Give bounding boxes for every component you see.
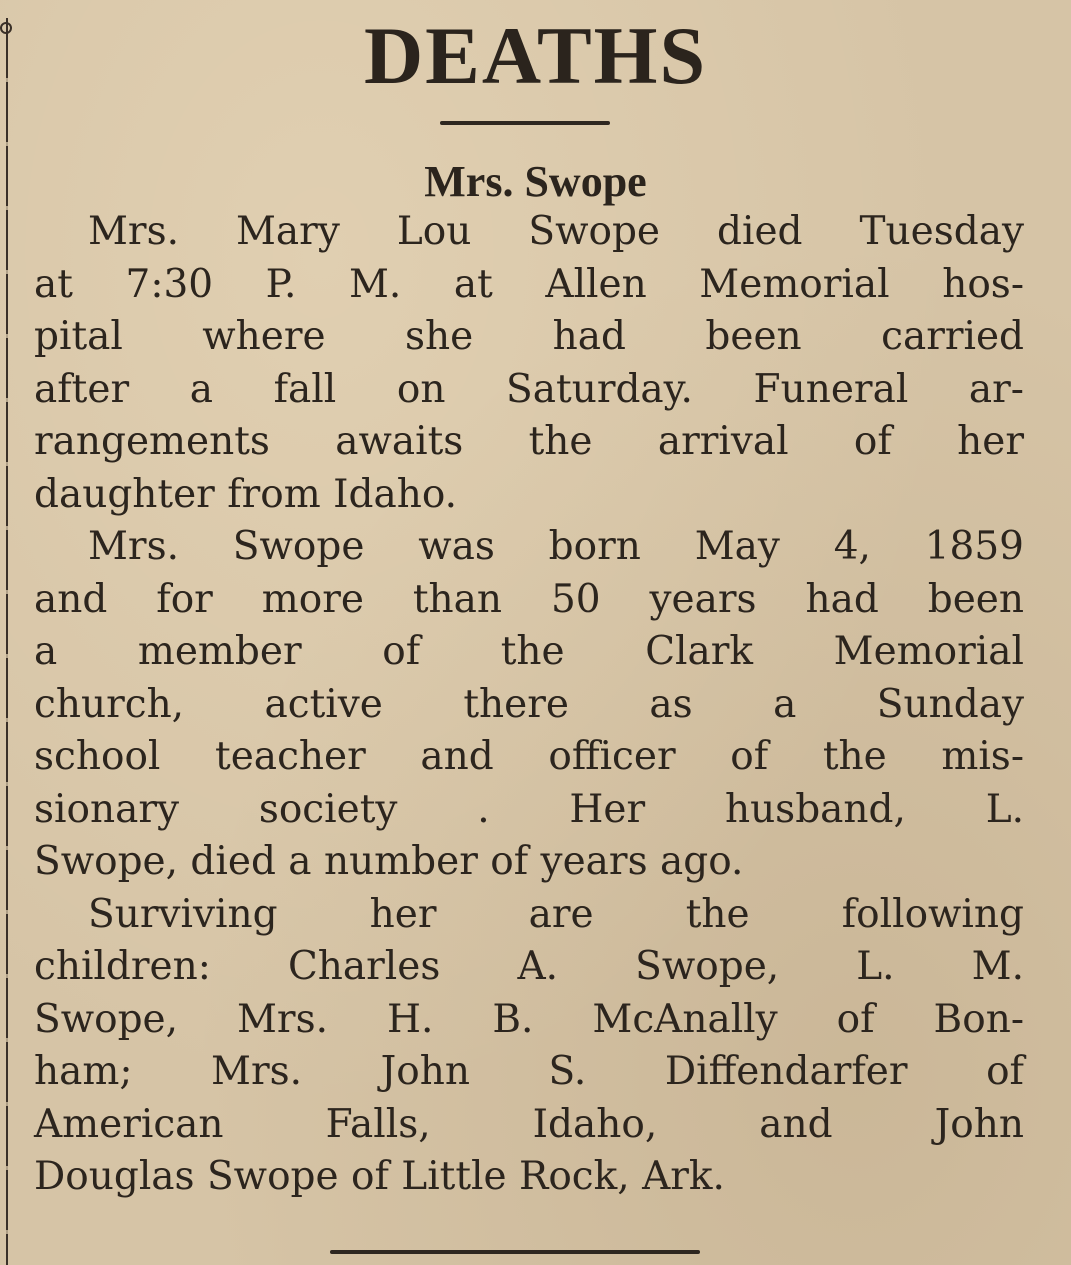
text-line: daughter from Idaho. <box>34 471 458 517</box>
text-line: and for more than 50 years had been <box>34 576 1024 622</box>
text-line: children: Charles A. Swope, L. M. <box>34 944 1024 989</box>
section-heading: DEATHS <box>363 10 708 101</box>
text-line: after a fall on Saturday. Funeral ar- <box>34 366 1024 412</box>
obituary-body <box>34 206 1024 1204</box>
paragraph-1 <box>34 206 1024 521</box>
text-line: at 7:30 P. M. at Allen Memorial hos- <box>34 261 1024 307</box>
paragraph-2 <box>34 521 1024 889</box>
text-line: sionary society . Her husband, L. <box>34 786 1024 832</box>
heading-divider <box>440 121 610 125</box>
text-line: Surviving her are the following <box>88 891 1024 937</box>
end-divider <box>330 1250 700 1254</box>
text-line: church, active there as a Sunday <box>34 681 1024 727</box>
text-line: rangements awaits the arrival of her <box>34 419 1024 464</box>
text-line: Mrs. Swope was born May 4, 1859 <box>88 524 1024 569</box>
text-line: ham; Mrs. John S. Diffendarfer of <box>34 1049 1024 1094</box>
paragraph-3 <box>34 889 1024 1204</box>
obituary-title: Mrs. Swope <box>424 157 647 206</box>
text-line: pital where she had been carried <box>34 314 1024 359</box>
text-line: a member of the Clark Memorial <box>34 629 1024 674</box>
text-line: school teacher and officer of the mis- <box>34 734 1024 779</box>
text-line: Swope, Mrs. H. B. McAnally of Bon- <box>34 996 1024 1042</box>
text-line: American Falls, Idaho, and John <box>34 1101 1024 1147</box>
text-line: Douglas Swope of Little Rock, Ark. <box>34 1154 725 1199</box>
text-line: Mrs. Mary Lou Swope died Tuesday <box>88 209 1024 254</box>
text-line: Swope, died a number of years ago. <box>34 839 744 884</box>
